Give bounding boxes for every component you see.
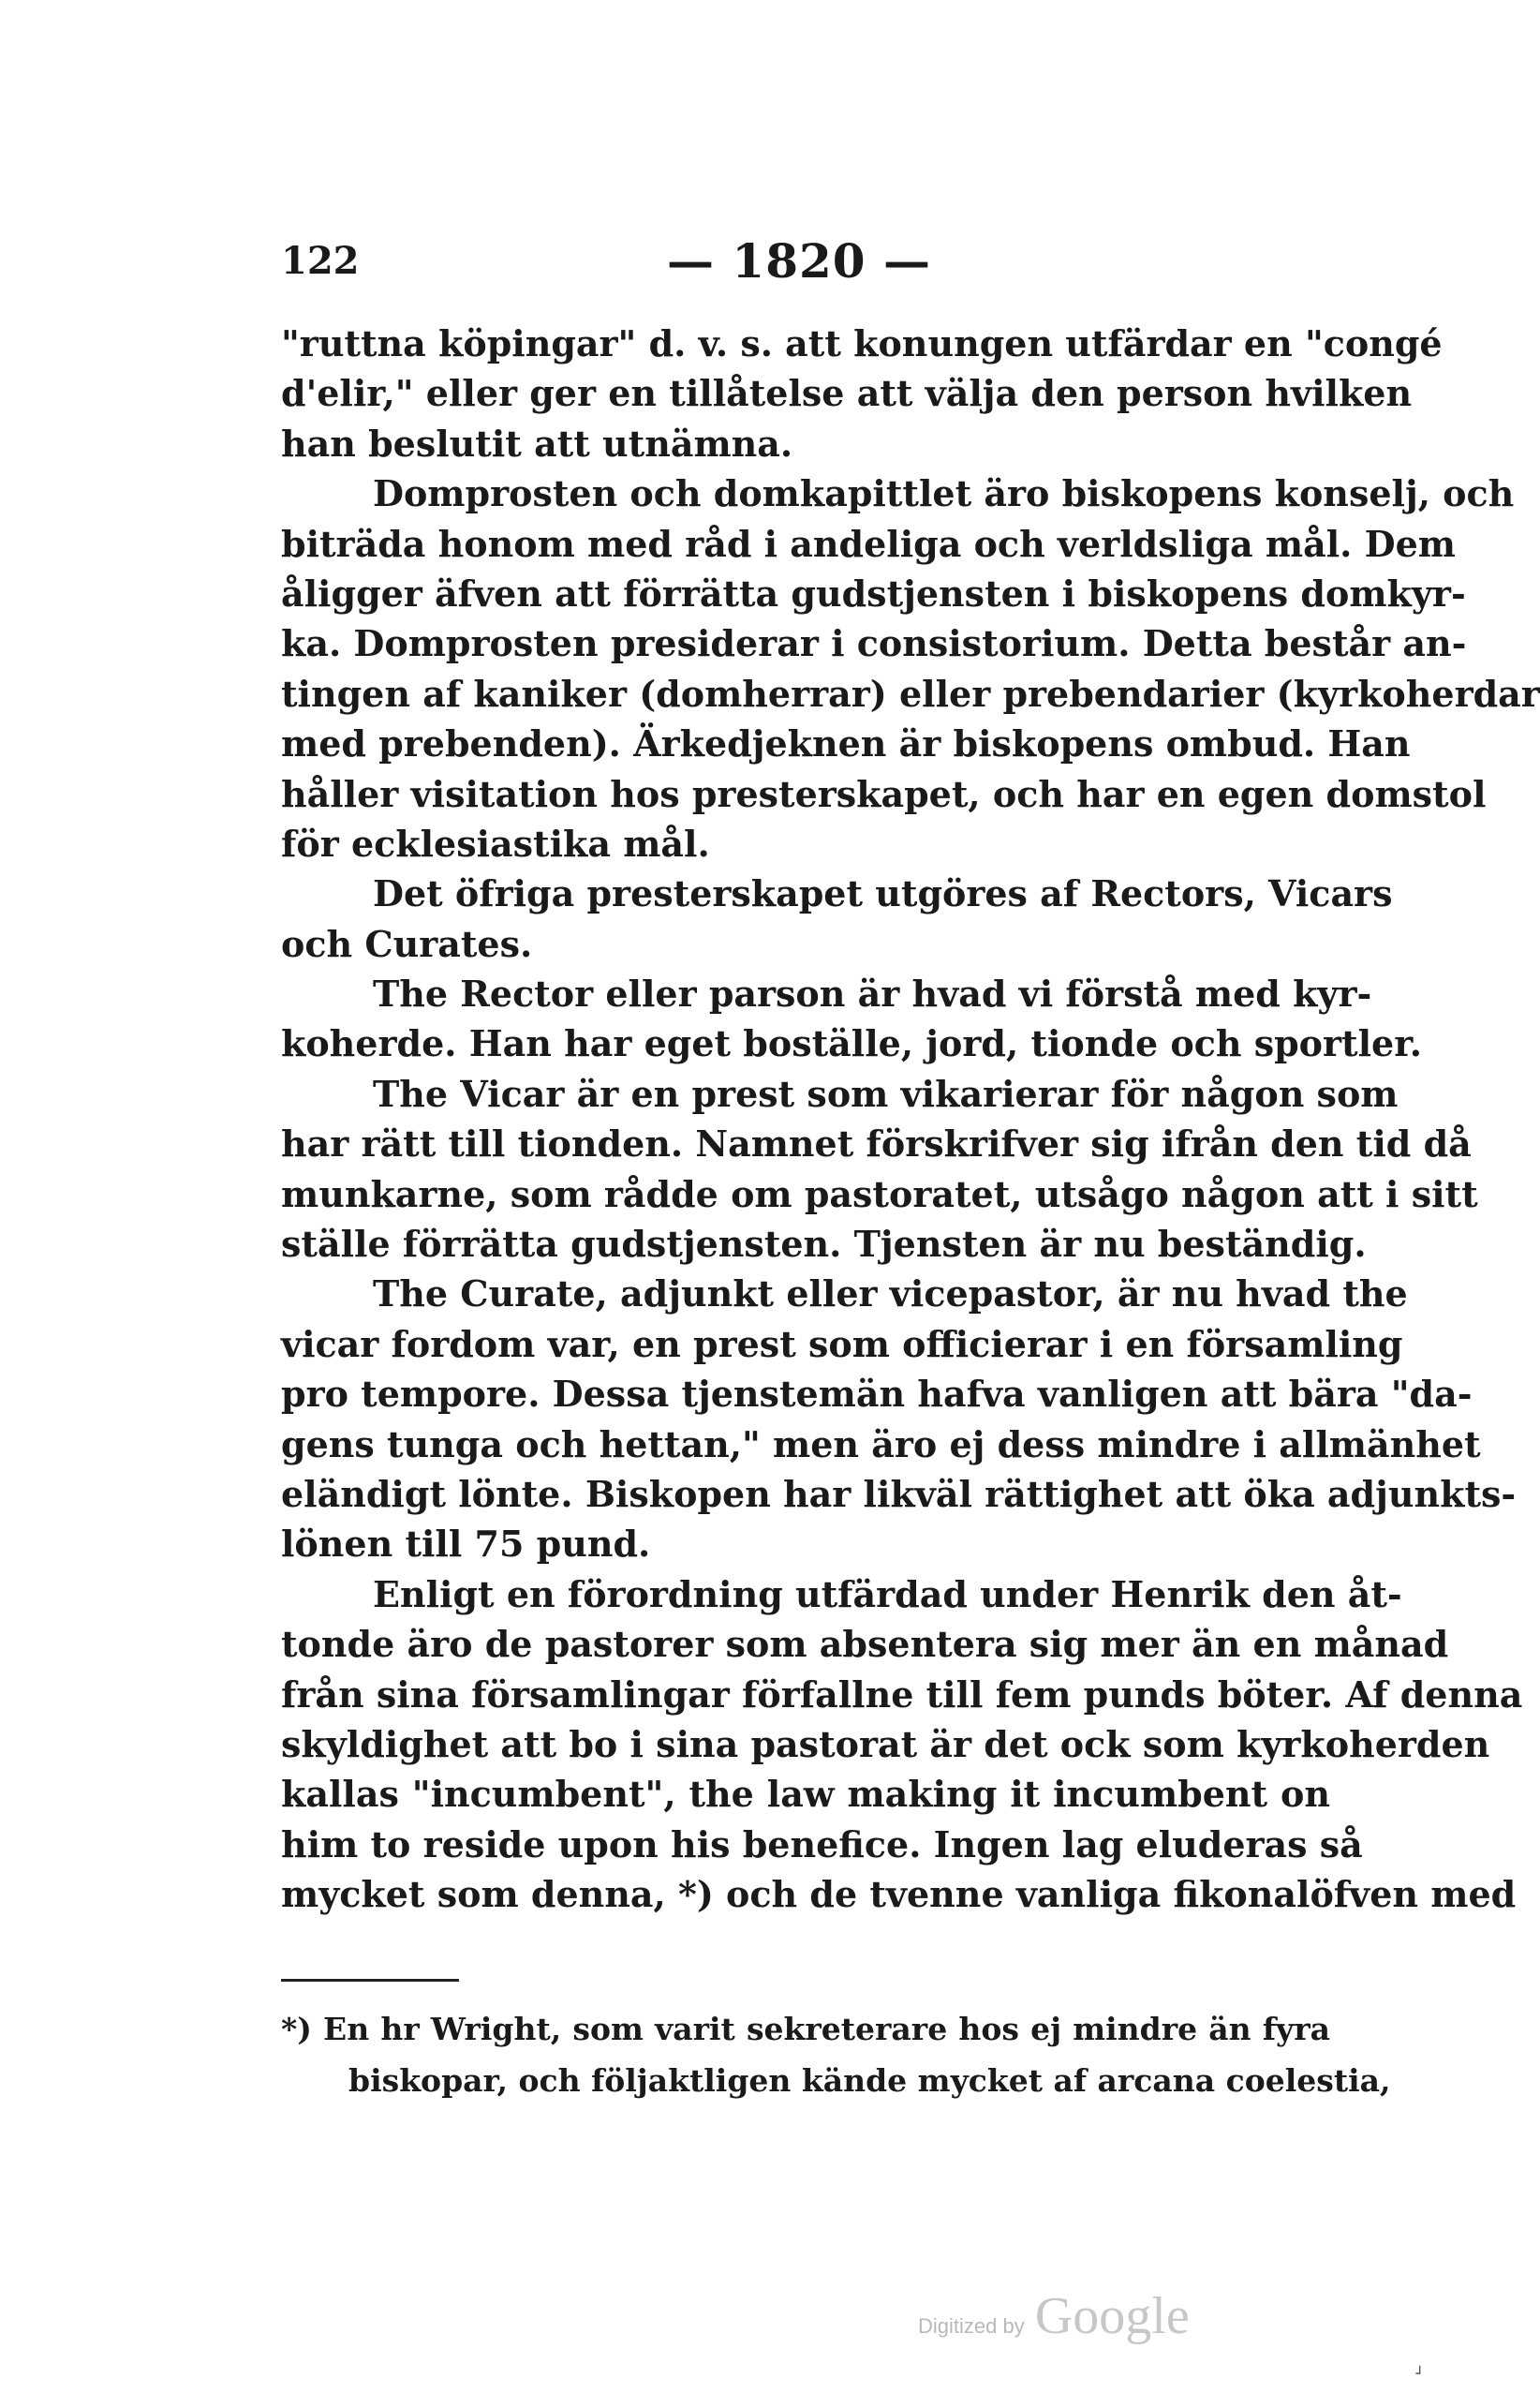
text-line: munkarne, som rådde om pastoratet, utsågo någon att i sitt (281, 1172, 1478, 1215)
text-line: The Rector eller parson är hvad vi förstå med kyr- (373, 973, 1372, 1016)
body-text (281, 319, 1540, 1920)
text-line: pro tempore. Dessa tjenstemän hafva vanligen att bära "da- (281, 1373, 1473, 1416)
text-line: och Curates. (281, 922, 533, 965)
text-line: tingen af kaniker (domherrar) eller prebendarier (kyrkoherdar (281, 672, 1540, 715)
running-head-year: — 1820 — (667, 233, 931, 289)
text-line: Det öfriga presterskapet utgöres af Rectors, Vicars (373, 872, 1393, 915)
text-line: ka. Domprosten presiderar i consistorium. Detta består an- (281, 622, 1467, 665)
footnote-divider (281, 1979, 459, 1982)
text-line: The Curate, adjunkt eller vicepastor, är nu hvad the (373, 1272, 1408, 1315)
text-line: från sina församlingar förfallne till fem punds böter. Af denna (281, 1672, 1523, 1716)
text-line: "ruttna köpingar" d. v. s. att konungen utfärdar en "congé (281, 322, 1443, 364)
text-line: gens tunga och hettan," men äro ej dess mindre i allmänhet (281, 1422, 1481, 1465)
text-line: han beslutit att utnämna. (281, 422, 793, 465)
text-line: för ecklesiastika mål. (281, 822, 710, 865)
text-line: Domprosten och domkapittlet äro biskopens konselj, och (373, 472, 1515, 515)
footnote-line: *) En hr Wright, som varit sekreterare hos ej mindre än fyra (281, 2011, 1330, 2047)
google-logo: Google (1034, 2287, 1190, 2345)
page-header (281, 233, 1330, 305)
text-line: biträda honom med råd i andeliga och verldsliga mål. Dem (281, 522, 1456, 565)
footnotes (281, 2003, 1391, 2106)
text-line: skyldighet att bo i sina pastorat är det ock som kyrkoherden (281, 1722, 1490, 1765)
text-line: him to reside upon his benefice. Ingen lag eluderas så (281, 1822, 1363, 1865)
text-line: eländigt lönte. Biskopen har likväl rättighet att öka adjunkts- (281, 1472, 1517, 1515)
text-line: koherde. Han har eget boställe, jord, tionde och sportler. (281, 1022, 1422, 1065)
text-line: lönen till 75 pund. (281, 1523, 651, 1566)
text-line: ställe förrätta gudstjensten. Tjensten är nu beständig. (281, 1223, 1367, 1266)
digitized-watermark (918, 2286, 1190, 2346)
text-line: The Vicar är en prest som vikarierar för någon som (373, 1072, 1399, 1115)
text-line: Enligt en förordning utfärdad under Henrik den åt- (373, 1572, 1402, 1615)
corner-tick-icon: ┘ (1415, 2367, 1424, 2382)
text-line: d'elir," eller ger en tillåtelse att välja den person hvilken (281, 372, 1413, 415)
text-line: har rätt till tionden. Namnet förskrifver sig ifrån den tid då (281, 1122, 1472, 1166)
page-number: 122 (281, 239, 360, 283)
digitized-by-label: Digitized by (918, 2314, 1025, 2338)
text-line: med prebenden). Ärkedjeknen är biskopens ombud. Han (281, 722, 1411, 765)
text-line: håller visitation hos presterskapet, och har en egen domstol (281, 772, 1487, 815)
text-line: tonde äro de pastorer som absentera sig mer än en månad (281, 1623, 1449, 1666)
text-line: vicar fordom var, en prest som officierar i en församling (281, 1322, 1403, 1365)
text-line: åligger äfven att förrätta gudstjensten i biskopens domkyr- (281, 572, 1466, 615)
text-line: kallas "incumbent", the law making it incumbent on (281, 1773, 1330, 1816)
footnote-line: biskopar, och följaktligen kände mycket af arcana coelestia, (348, 2062, 1391, 2099)
text-line: mycket som denna, *) och de tvenne vanliga fikonalöfven med (281, 1873, 1517, 1916)
